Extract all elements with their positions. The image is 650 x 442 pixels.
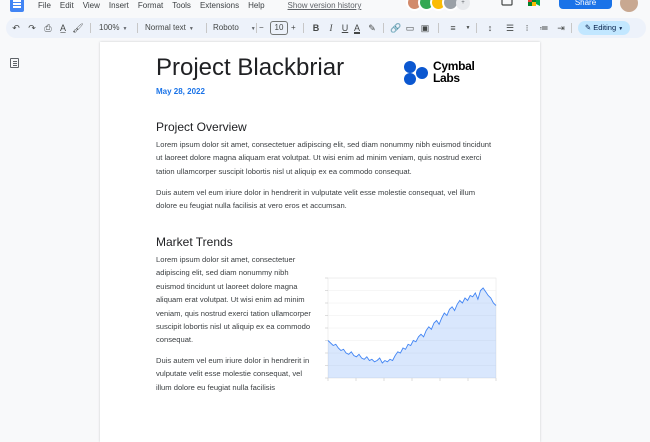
underline-button[interactable]: U [341, 23, 349, 33]
font-size-decrease[interactable]: − [259, 23, 264, 32]
text-color-button[interactable]: A [353, 23, 360, 33]
version-history-link[interactable]: Show version history [287, 1, 362, 10]
overview-paragraph-2: Duis autem vel eum iriure dolor in hendrerit in vulputate velit esse molestie consequat, vel illum dolore eu feugiat nulla facilisis at vero eros et accumsan. [156, 188, 476, 211]
brand-line-1: Cymbal [433, 59, 475, 73]
chevron-down-icon: ▼ [250, 26, 256, 32]
paint-format-icon[interactable]: 🖌 [72, 23, 84, 33]
insert-image-icon[interactable]: ▣ [420, 23, 430, 33]
docs-logo-icon[interactable] [10, 0, 24, 12]
section-heading-overview: Project Overview [156, 120, 247, 134]
font-size-input[interactable]: 10 [270, 21, 288, 35]
font-value: Roboto [213, 23, 239, 32]
toolbar-divider [383, 23, 384, 33]
chevron-down-icon[interactable]: ▼ [465, 25, 471, 31]
menu-view[interactable]: View [82, 1, 100, 10]
font-size-increase[interactable]: + [291, 23, 296, 32]
overview-paragraph-1: Lorem ipsum dolor sit amet, consectetuer adipiscing elit, sed diam nonummy nibh euismod tincidunt ut laoreet dolore magna aliquam erat volutpat. Ut wisi enim ad minim veniam, quis nostrud exerci tation ullamcorper suscipit lobortis nisl ut aliquip ex ea commodo consequat. [156, 140, 492, 176]
print-icon[interactable]: ⎙ [44, 23, 52, 33]
menu-help[interactable]: Help [248, 1, 265, 10]
chevron-down-icon: ▼ [122, 26, 128, 32]
numbered-list-icon[interactable]: ≔ [539, 23, 549, 33]
paragraph-style-select[interactable] [145, 18, 194, 38]
font-select[interactable] [213, 18, 256, 38]
share-button[interactable]: Share [559, 0, 612, 9]
toolbar-divider [206, 23, 207, 33]
zoom-select[interactable] [99, 18, 127, 38]
menu-file[interactable]: File [38, 1, 51, 10]
document-date: May 28, 2022 [156, 87, 205, 96]
meet-icon[interactable] [527, 0, 541, 9]
market-trends-chart[interactable] [322, 270, 498, 384]
account-avatar[interactable] [620, 0, 638, 12]
menu-extensions[interactable]: Extensions [199, 1, 240, 10]
highlight-icon[interactable]: ✎ [368, 23, 376, 33]
spellcheck-icon[interactable]: A̲ [59, 23, 66, 33]
toolbar-divider [303, 23, 304, 33]
collaborators [406, 0, 470, 11]
menu-insert[interactable]: Insert [108, 1, 129, 10]
add-comment-icon[interactable]: ▭ [405, 23, 415, 33]
trends-paragraph-1: Lorem ipsum dolor sit amet, consectetuer adipiscing elit, sed diam nonummy nibh euismod tincidunt ut laoreet dolore magna aliquam erat volutpat. Ut wisi enim ad minim veniam, quis nostrud exerci tation ullamcorper suscipit lobortis nisl ut aliquip ex ea commodo consequat. [156, 255, 311, 345]
checklist-icon[interactable]: ☰ [505, 23, 515, 33]
comment-history-icon[interactable] [500, 0, 514, 9]
editing-mode-label: Editing [593, 23, 617, 32]
toolbar-divider [438, 23, 439, 33]
toolbar-divider [476, 23, 477, 33]
bold-button[interactable]: B [312, 23, 320, 33]
document-title: Project Blackbriar [156, 54, 345, 81]
zoom-value: 100% [99, 23, 120, 32]
toolbar-divider [571, 23, 572, 33]
chevron-down-icon: ▼ [618, 26, 624, 32]
cymbal-labs-logo-icon [403, 60, 429, 86]
align-icon[interactable]: ≡ [450, 23, 456, 33]
section-heading-market-trends: Market Trends [156, 235, 233, 249]
menu-format[interactable]: Format [137, 1, 164, 10]
document-outline-icon[interactable] [10, 58, 19, 68]
toolbar-divider [90, 23, 91, 33]
menu-tools[interactable]: Tools [172, 1, 191, 10]
line-spacing-icon[interactable]: ↕ [487, 23, 493, 33]
more-collaborators-icon[interactable]: + [456, 0, 470, 10]
toolbar [6, 18, 646, 38]
document-page[interactable] [100, 42, 540, 442]
menu-bar [38, 1, 361, 13]
chevron-down-icon: ▼ [188, 26, 194, 32]
paragraph-style-value: Normal text [145, 23, 186, 32]
undo-icon[interactable]: ↶ [12, 23, 20, 33]
redo-icon[interactable]: ↷ [28, 23, 36, 33]
insert-link-icon[interactable]: 🔗 [390, 23, 402, 33]
editing-mode-button[interactable]: ✎ Editing ▼ [578, 21, 630, 35]
brand-line-2: Labs [433, 71, 460, 85]
menu-edit[interactable]: Edit [59, 1, 74, 10]
italic-button[interactable]: I [329, 23, 333, 33]
indent-icon[interactable]: ⇥ [557, 23, 565, 33]
brand-name [433, 60, 475, 84]
toolbar-divider [256, 23, 257, 33]
trends-paragraph-2: Duis autem vel eum iriure dolor in hendrerit in vulputate velit esse molestie consequat, vel illum dolore eu feugiat nulla facilisis [156, 356, 310, 392]
title-bar [0, 0, 650, 14]
bulleted-list-icon[interactable]: ⁝ [525, 23, 529, 33]
toolbar-divider [137, 23, 138, 33]
